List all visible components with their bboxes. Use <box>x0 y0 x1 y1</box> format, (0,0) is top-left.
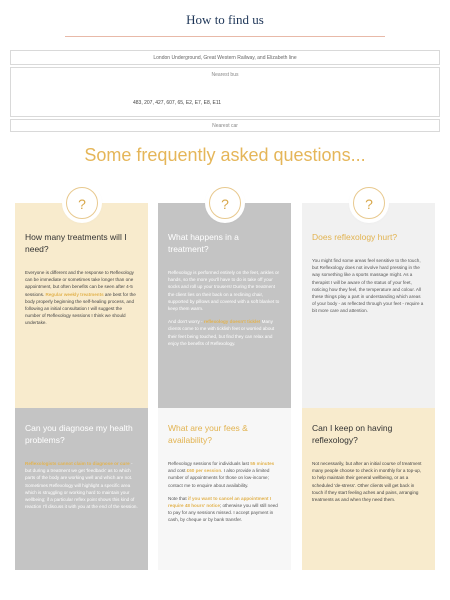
highlight-text: reflexology doesn't tickle! <box>203 319 261 325</box>
faq-card-title: Does reflexology hurt? <box>312 232 398 242</box>
faq-card-text: Reflexologists cannot claim to diagnose or cure - but during a treatment we get 'feedback' as to which parts of the body are working well and which are not. Sometimes Reflexology will highlight a specific area which is struggling or working hard to maintain your wellbeing; if a particular reflex point shows this kind of reaction I'll discuss it with you at the end of the session. <box>25 461 138 510</box>
highlight-text: Reflexologists cannot claim to diagnose or cure <box>25 461 130 466</box>
faq-card-title: What are your fees & availability? <box>168 423 248 445</box>
question-mark-icon: ? <box>66 187 98 219</box>
car-info-box <box>10 119 440 132</box>
bus-routes-text: 483, 207, 427, 607, 65, E2, E7, E8, E11 <box>133 100 222 106</box>
faq-card-text: Reflexology sessions for individuals last 55 minutes and cost £60 per session. I also provide a limited number of appointments for those on low-income; contact me to enquire about availability. <box>168 461 275 488</box>
faq-card-fees <box>158 408 291 570</box>
faq-card-text: Not necessarily, but after an initial course of treatment many people choose to check in monthly for a top-up, to help maintain their general wellbeing, or as a scheduled 'de-stress'. Other clients will get back in touch if they start feeling aches and pains, arranging treatments as and when they need them. <box>312 461 422 503</box>
train-lines-text: London Underground, Great Western Railway, and Elizabeth line <box>153 55 297 61</box>
page-title: How to find us <box>186 12 264 27</box>
faq-card-text: Everyone is different and the response to Reflexology can be immediate or sometimes take longer than one appointment, but often benefits can be seen after 4-5 sessions. Regular weekly treatments are best for the body properly beginning the self-healing process, and following an initial consultation I will suggest the number of Reflexology sessions I think we should undertake. <box>25 270 136 326</box>
question-mark-icon: ? <box>209 187 241 219</box>
faq-card-treatments <box>15 203 148 425</box>
nearest-bus-label: Nearest bus <box>211 72 239 78</box>
nearest-car-label: Nearest car <box>212 123 238 129</box>
faq-card-text: You might find some areas feel sensitive to the touch, but Reflexology does not involve hard pressing in the way something like a sports massage might. As a therapist I will be aware of the status of your feet, noticing how they feel, the temperature and colour. All these things play a part in understanding which areas of your body - as reflected through your feet - require a bit more care and attention. <box>312 258 424 314</box>
faq-card-does-it-hurt <box>302 203 435 425</box>
bus-info-box <box>10 67 440 117</box>
faq-card-diagnose <box>15 408 148 570</box>
highlight-text: Regular weekly treatments <box>45 291 104 297</box>
highlight-text: if you want to cancel an appointment I require 48 hours' notice <box>168 495 272 509</box>
faq-heading: Some frequently asked questions... <box>84 145 366 165</box>
highlight-text: 55 minutes <box>250 461 275 466</box>
faq-card-title: How many treatments will I need? <box>25 232 127 254</box>
title-divider <box>65 36 385 37</box>
highlight-text: £60 per session <box>186 468 222 474</box>
faq-card-text: Note that if you want to cancel an appointment I require 48 hours' notice; otherwise you will still need to pay for any sessions missed. I accept payment in cash, by cheque or by bank transfer. <box>168 495 278 523</box>
faq-card-what-happens <box>158 203 291 425</box>
question-mark-icon: ? <box>353 187 385 219</box>
faq-card-title: Can I keep on having reflexology? <box>312 423 393 445</box>
faq-card-title: What happens in a treatment? <box>168 232 239 254</box>
faq-card-text: And don't worry - reflexology doesn't tickle! Many clients come to me with ticklish feet or worried about their feet being touched, but find they can relax and enjoy the benefits of Reflexology. <box>168 319 275 346</box>
faq-card-title: Can you diagnose my health problems? <box>25 423 133 445</box>
faq-card-text: Reflexology is performed entirely on the feet, ankles or hands, so the more you'll have to do is take off your socks and roll up your trousers! During the treatment the client lies on their back on a reclining chair, supported by pillows and covered with a soft blanket to keep them warm. <box>168 270 280 312</box>
train-info-box <box>10 50 440 65</box>
faq-card-keep-having <box>302 408 435 570</box>
